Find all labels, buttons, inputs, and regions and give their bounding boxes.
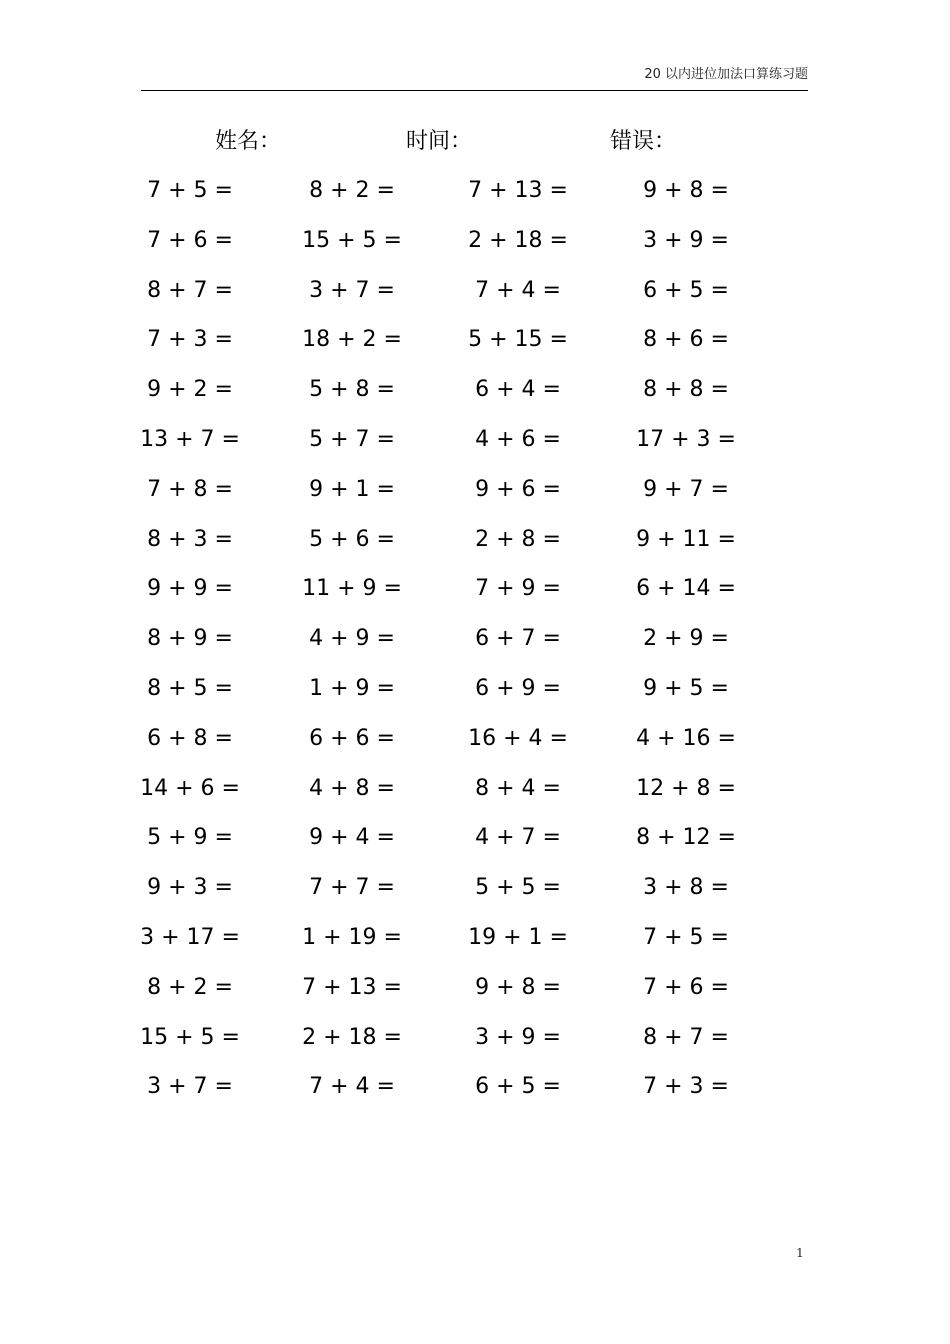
arithmetic-problem: 9 + 7 = xyxy=(643,476,729,502)
problem-row xyxy=(0,1020,950,1056)
arithmetic-problem: 9 + 8 = xyxy=(475,974,561,1000)
problem-row xyxy=(0,970,950,1006)
arithmetic-problem: 8 + 2 = xyxy=(147,974,233,1000)
arithmetic-problem: 14 + 6 = xyxy=(140,775,240,801)
arithmetic-problem: 7 + 13 = xyxy=(302,974,402,1000)
arithmetic-problem: 9 + 9 = xyxy=(147,576,233,602)
problem-row xyxy=(0,671,950,707)
arithmetic-problem: 5 + 9 = xyxy=(147,825,233,851)
arithmetic-problem: 4 + 16 = xyxy=(636,725,736,751)
arithmetic-problem: 7 + 5 = xyxy=(147,178,233,203)
problem-row xyxy=(0,621,950,657)
arithmetic-problem: 8 + 7 = xyxy=(643,1024,729,1050)
problem-row xyxy=(0,472,950,508)
arithmetic-problem: 5 + 6 = xyxy=(309,526,395,552)
arithmetic-problem: 2 + 9 = xyxy=(643,626,729,652)
arithmetic-problem: 16 + 4 = xyxy=(468,725,568,751)
arithmetic-problem: 8 + 2 = xyxy=(309,178,395,203)
arithmetic-problem: 7 + 8 = xyxy=(147,476,233,502)
errors-label: 错误： xyxy=(610,129,677,154)
arithmetic-problem: 3 + 9 = xyxy=(643,227,729,253)
problem-row xyxy=(0,721,950,757)
arithmetic-problem: 3 + 7 = xyxy=(309,277,395,303)
arithmetic-problem: 9 + 11 = xyxy=(636,526,736,552)
problem-row xyxy=(0,422,950,458)
arithmetic-problem: 9 + 3 = xyxy=(147,875,233,901)
arithmetic-problem: 5 + 7 = xyxy=(309,427,395,452)
arithmetic-problem: 18 + 2 = xyxy=(302,327,402,353)
problem-row xyxy=(0,223,950,259)
arithmetic-problem: 9 + 2 = xyxy=(147,377,233,403)
arithmetic-problem: 7 + 3 = xyxy=(643,1074,729,1100)
problem-row xyxy=(0,173,950,209)
problem-row xyxy=(0,920,950,956)
arithmetic-problem: 9 + 5 = xyxy=(643,676,729,701)
arithmetic-problem: 17 + 3 = xyxy=(636,427,736,452)
arithmetic-problem: 3 + 7 = xyxy=(147,1074,233,1100)
arithmetic-problem: 9 + 4 = xyxy=(309,825,395,851)
arithmetic-problem: 3 + 17 = xyxy=(140,925,240,950)
arithmetic-problem: 2 + 18 = xyxy=(302,1024,402,1050)
arithmetic-problem: 6 + 14 = xyxy=(636,576,736,602)
arithmetic-problem: 6 + 7 = xyxy=(475,626,561,652)
header-title: 20 以内进位加法口算练习题 xyxy=(644,67,808,82)
problem-row xyxy=(0,771,950,807)
arithmetic-problem: 7 + 13 = xyxy=(468,178,568,203)
arithmetic-problem: 6 + 8 = xyxy=(147,725,233,751)
problem-row xyxy=(0,372,950,408)
arithmetic-problem: 6 + 4 = xyxy=(475,377,561,403)
arithmetic-problem: 7 + 6 = xyxy=(147,227,233,253)
arithmetic-problem: 7 + 4 = xyxy=(475,277,561,303)
arithmetic-problem: 5 + 8 = xyxy=(309,377,395,403)
arithmetic-problem: 7 + 6 = xyxy=(643,974,729,1000)
arithmetic-problem: 9 + 8 = xyxy=(643,178,729,203)
arithmetic-problem: 4 + 6 = xyxy=(475,427,561,452)
arithmetic-problem: 8 + 4 = xyxy=(475,775,561,801)
problem-row xyxy=(0,1069,950,1105)
problem-row xyxy=(0,571,950,607)
arithmetic-problem: 3 + 8 = xyxy=(643,875,729,901)
problem-row xyxy=(0,273,950,309)
arithmetic-problem: 2 + 8 = xyxy=(475,526,561,552)
arithmetic-problem: 7 + 5 = xyxy=(643,925,729,950)
arithmetic-problem: 12 + 8 = xyxy=(636,775,736,801)
arithmetic-problem: 4 + 7 = xyxy=(475,825,561,851)
problem-row xyxy=(0,870,950,906)
arithmetic-problem: 8 + 8 = xyxy=(643,377,729,403)
arithmetic-problem: 5 + 15 = xyxy=(468,327,568,353)
arithmetic-problem: 8 + 7 = xyxy=(147,277,233,303)
arithmetic-problem: 6 + 6 = xyxy=(309,725,395,751)
problem-row xyxy=(0,322,950,358)
arithmetic-problem: 4 + 8 = xyxy=(309,775,395,801)
arithmetic-problem: 9 + 6 = xyxy=(475,476,561,502)
arithmetic-problem: 11 + 9 = xyxy=(302,576,402,602)
arithmetic-problem: 8 + 6 = xyxy=(643,327,729,353)
arithmetic-problem: 1 + 19 = xyxy=(302,925,402,950)
arithmetic-problem: 7 + 9 = xyxy=(475,576,561,602)
arithmetic-problem: 2 + 18 = xyxy=(468,227,568,253)
arithmetic-problem: 19 + 1 = xyxy=(468,925,568,950)
arithmetic-problem: 1 + 9 = xyxy=(309,676,395,701)
arithmetic-problem: 13 + 7 = xyxy=(140,427,240,452)
arithmetic-problem: 7 + 4 = xyxy=(309,1074,395,1100)
arithmetic-problem: 8 + 3 = xyxy=(147,526,233,552)
arithmetic-problem: 8 + 5 = xyxy=(147,676,233,701)
arithmetic-problem: 7 + 3 = xyxy=(147,327,233,353)
name-label: 姓名： xyxy=(215,129,282,154)
time-label: 时间： xyxy=(406,129,473,154)
arithmetic-problem: 3 + 9 = xyxy=(475,1024,561,1050)
arithmetic-problem: 9 + 1 = xyxy=(309,476,395,502)
arithmetic-problem: 6 + 5 = xyxy=(643,277,729,303)
arithmetic-problem: 8 + 12 = xyxy=(636,825,736,851)
arithmetic-problem: 4 + 9 = xyxy=(309,626,395,652)
arithmetic-problem: 15 + 5 = xyxy=(302,227,402,253)
arithmetic-problem: 8 + 9 = xyxy=(147,626,233,652)
arithmetic-problem: 5 + 5 = xyxy=(475,875,561,901)
arithmetic-problem: 6 + 9 = xyxy=(475,676,561,701)
page-number: 1 xyxy=(796,1246,804,1260)
problem-row xyxy=(0,522,950,558)
arithmetic-problem: 15 + 5 = xyxy=(140,1024,240,1050)
arithmetic-problem: 7 + 7 = xyxy=(309,875,395,901)
problem-row xyxy=(0,820,950,856)
arithmetic-problem: 6 + 5 = xyxy=(475,1074,561,1100)
